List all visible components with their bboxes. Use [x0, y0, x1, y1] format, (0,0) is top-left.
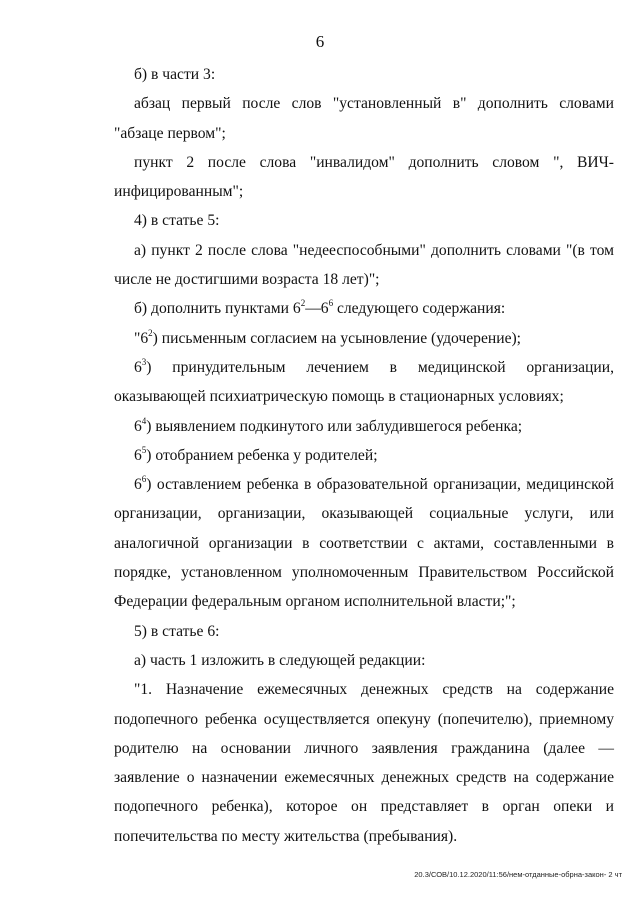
page-number: 6 — [315, 32, 325, 51]
paragraph-punkt2-hiv: пункт 2 после слова "инвалидом" дополнить словом ", ВИЧ-инфицированным"; — [114, 153, 614, 201]
document-footer-code: 20.3/СОВ/10.12.2020/11:56/нем-отданные-обрна-закон- 2 чт — [414, 870, 622, 879]
paragraph-article5-item-b: б) дополнить пунктами $6^2—6^6$ следующего содержания: — [134, 298, 506, 318]
document-body — [114, 60, 614, 851]
paragraph-point-6-2: "$6^2$) письменным согласием на усыновление (удочерение); — [134, 327, 522, 347]
paragraph-article6-item-a: а) часть 1 изложить в следующей редакции: — [134, 651, 426, 669]
paragraph-point-6-5: $6^5$) отобранием ребенка у родителей; — [134, 444, 378, 464]
paragraph-point-6-4: $6^4$) выявлением подкинутого или заблудившегося ребенка; — [134, 415, 523, 435]
paragraph-article5-item-a: а) пункт 2 после слова "недееспособными" дополнить словами "(в том числе не достигшими возраста 18 лет)"; — [114, 241, 614, 289]
paragraph-article5-heading: 4) в статье 5: — [134, 212, 220, 230]
paragraph-point-6-3: $6^3$) принудительным лечением в медицинской организации, оказывающей психиатрическую помощь в стационарных условиях; — [114, 356, 614, 406]
paragraph-part3-heading: б) в части 3: — [134, 66, 216, 83]
paragraph-abzac-first: абзац первый после слов "установленный в" дополнить словами "абзаце первом"; — [114, 95, 614, 142]
paragraph-point-6-6: $6^6$) оставлением ребенка в образовательной организации, медицинской организации, организации, оказывающей социальные услуги, или аналогичной организации в соответствии с актами, составленными в порядке, установленном уполномоченным Правительством Российской Федерации федеральным органом исполнительной власти;"; — [114, 474, 614, 611]
paragraph-article6-heading: 5) в статье 6: — [134, 622, 220, 640]
paragraph-part1-new-text: "1. Назначение ежемесячных денежных средств на содержание подопечного ребенка осуществляется опекуну (попечителю), приемному родителю на основании личного заявления гражданина (далее — заявление о назначении ежемесячных денежных средств на содержание подопечного ребенка), которое он представляет в орган опеки и попечительства по месту жительства (пребывания). — [114, 681, 614, 845]
